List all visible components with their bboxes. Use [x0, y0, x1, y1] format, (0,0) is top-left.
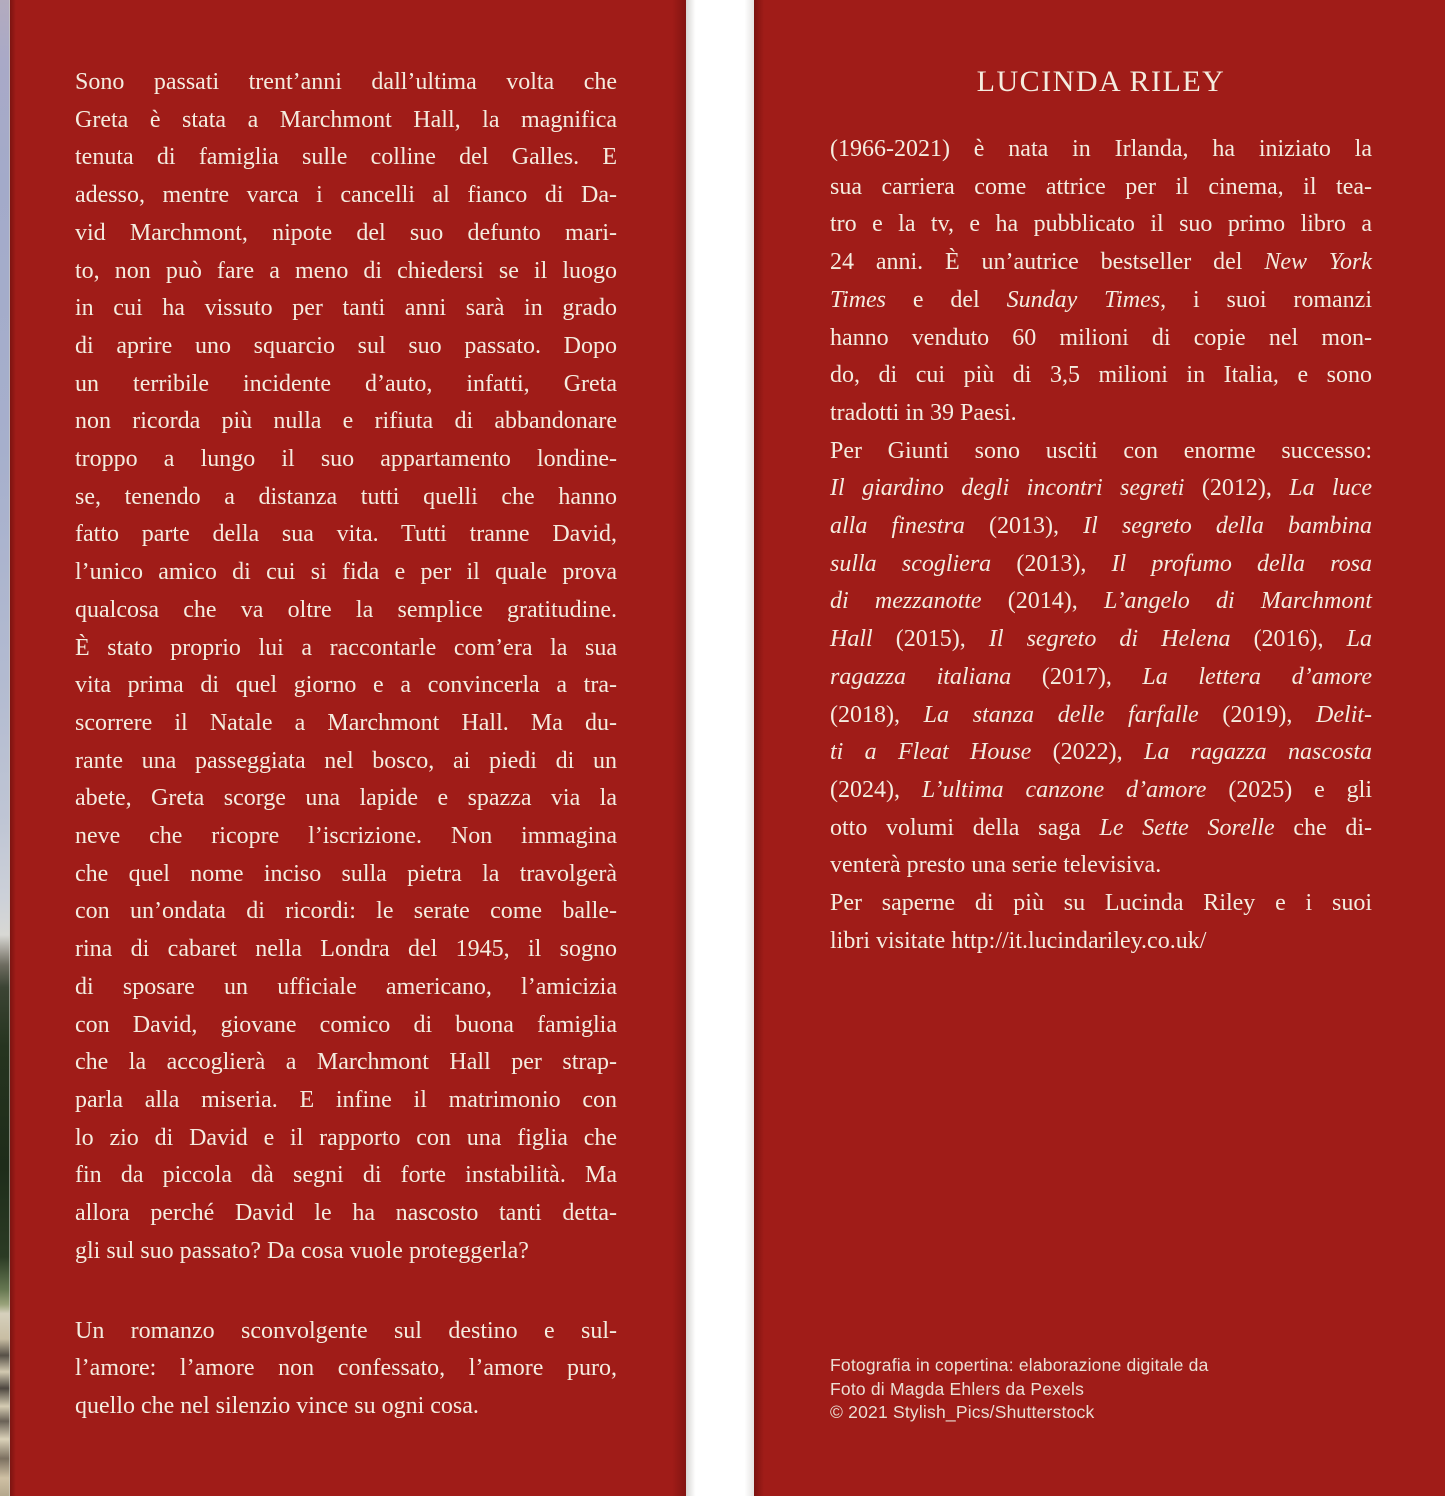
text-line: alla finestra (2013), Il segreto della bambina [830, 513, 1372, 540]
text-line: neve che ricopre l’iscrizione. Non immagina [75, 823, 617, 850]
text-line: È stato proprio lui a raccontarle com’era la sua [75, 634, 617, 661]
text-line: in cui ha vissuto per tanti anni sarà in grado [75, 295, 617, 322]
text-line: fin da piccola dà segni di forte instabilità. Ma [75, 1162, 617, 1189]
synopsis-text [75, 64, 617, 1271]
text-line: tenuta di famiglia sulle colline del Galles. E [75, 144, 617, 171]
text-line: tro e la tv, e ha pubblicato il suo primo libro a [830, 211, 1372, 238]
credit-line: Foto di Magda Ehlers da Pexels [830, 1378, 1085, 1399]
text-line: Un romanzo sconvolgente sul destino e sul- [75, 1317, 617, 1344]
text-line: sulla scogliera (2013), Il profumo della rosa [830, 550, 1372, 577]
text-line: Per Giunti sono usciti con enorme successo: [830, 437, 1372, 464]
text-line: rina di cabaret nella Londra del 1945, il sogno [75, 936, 617, 963]
text-line: non ricorda più nulla e rifiuta di abbandonare [75, 408, 617, 435]
text-line: venterà presto una serie televisiva. [830, 852, 1162, 879]
text-line: 24 anni. È un’autrice bestseller del New York [830, 249, 1372, 276]
text-line: parla alla miseria. E infine il matrimonio con [75, 1086, 617, 1113]
text-line: qualcosa che va oltre la semplice gratitudine. [75, 596, 617, 623]
credit-line: © 2021 Stylish_Pics/Shutterstock [830, 1402, 1095, 1423]
text-line: rante una passeggiata nel bosco, ai piedi di un [75, 747, 617, 774]
front-flap-text-column [75, 64, 617, 1426]
text-line: (2024), L’ultima canzone d’amore (2025) e gli [830, 776, 1373, 803]
text-line: Hall (2015), Il segreto di Helena (2016), La [830, 626, 1372, 653]
text-line: con David, giovane comico di buona famiglia [75, 1011, 617, 1038]
text-line: l’amore: l’amore non confessato, l’amore puro, [75, 1355, 617, 1382]
text-line: Times e del Sunday Times, i suoi romanzi [830, 286, 1372, 313]
text-line: to, non può fare a meno di chiedersi se il luogo [75, 257, 617, 284]
paragraph-spacer [75, 1271, 617, 1313]
text-line: Greta è stata a Marchmont Hall, la magnifica [75, 106, 617, 133]
text-line: che quel nome inciso sulla pietra la travolgerà [75, 860, 617, 887]
credit-line: Fotografia in copertina: elaborazione digitale da [830, 1355, 1209, 1375]
text-line: che la accoglierà a Marchmont Hall per strap- [75, 1049, 617, 1076]
tagline-text [75, 1313, 617, 1426]
flap-fold-gap [686, 0, 754, 1496]
text-line: ragazza italiana (2017), La lettera d’amore [830, 663, 1372, 690]
text-line: quello che nel silenzio vince su ogni cosa. [75, 1392, 479, 1419]
text-line: gli sul suo passato? Da cosa vuole proteggerla? [75, 1237, 529, 1264]
text-line: allora perché David le ha nascosto tanti detta- [75, 1200, 617, 1227]
text-line: abete, Greta scorge una lapide e spazza via la [75, 785, 617, 812]
text-line: otto volumi della saga Le Sette Sorelle che di- [830, 814, 1373, 841]
text-line: adesso, mentre varca i cancelli al fianco di Da- [75, 182, 617, 209]
text-line: Il giardino degli incontri segreti (2012), La luce [830, 475, 1373, 502]
text-line: di sposare un ufficiale americano, l’amicizia [75, 973, 617, 1000]
cover-photo-edge [0, 0, 10, 1496]
text-line: vita prima di quel giorno e a convincerla a tra- [75, 672, 617, 699]
author-bio-text [830, 131, 1372, 960]
text-line: se, tenendo a distanza tutti quelli che hanno [75, 483, 617, 510]
text-line: ti a Fleat House (2022), La ragazza nascosta [830, 739, 1373, 766]
text-line: vid Marchmont, nipote del suo defunto mari- [75, 219, 617, 246]
text-line: do, di cui più di 3,5 milioni in Italia, e sono [830, 362, 1372, 389]
text-line: troppo a lungo il suo appartamento londine- [75, 446, 617, 473]
text-line: hanno venduto 60 milioni di copie nel mon- [830, 324, 1372, 351]
photo-credits [830, 1354, 1390, 1425]
text-line: sua carriera come attrice per il cinema, il tea- [830, 173, 1372, 200]
text-line: scorrere il Natale a Marchmont Hall. Ma du- [75, 709, 617, 736]
text-line: tradotti in 39 Paesi. [830, 399, 1017, 426]
text-line: lo zio di David e il rapporto con una figlia che [75, 1124, 617, 1151]
text-line: un terribile incidente d’auto, infatti, Greta [75, 370, 617, 397]
text-line: l’unico amico di cui si fida e per il quale prova [75, 559, 617, 586]
text-line: con un’ondata di ricordi: le serate come balle- [75, 898, 617, 925]
text-line: fatto parte della sua vita. Tutti tranne David, [75, 521, 617, 548]
text-line: di aprire uno squarcio sul suo passato. Dopo [75, 332, 617, 359]
text-line: Sono passati trent’anni dall’ultima volta che [75, 69, 617, 95]
author-name-title: LUCINDA RILEY [976, 65, 1226, 98]
text-line: Per saperne di più su Lucinda Riley e i suoi [830, 890, 1372, 917]
text-line: (1966-2021) è nata in Irlanda, ha iniziato la [830, 136, 1372, 162]
back-flap [754, 0, 1445, 1496]
text-line: libri visitate http://it.lucindariley.co.uk/ [830, 927, 1207, 954]
text-line: di mezzanotte (2014), L’angelo di Marchmont [830, 588, 1373, 615]
front-flap [10, 0, 686, 1496]
text-line: (2018), La stanza delle farfalle (2019), Delit- [830, 701, 1373, 728]
